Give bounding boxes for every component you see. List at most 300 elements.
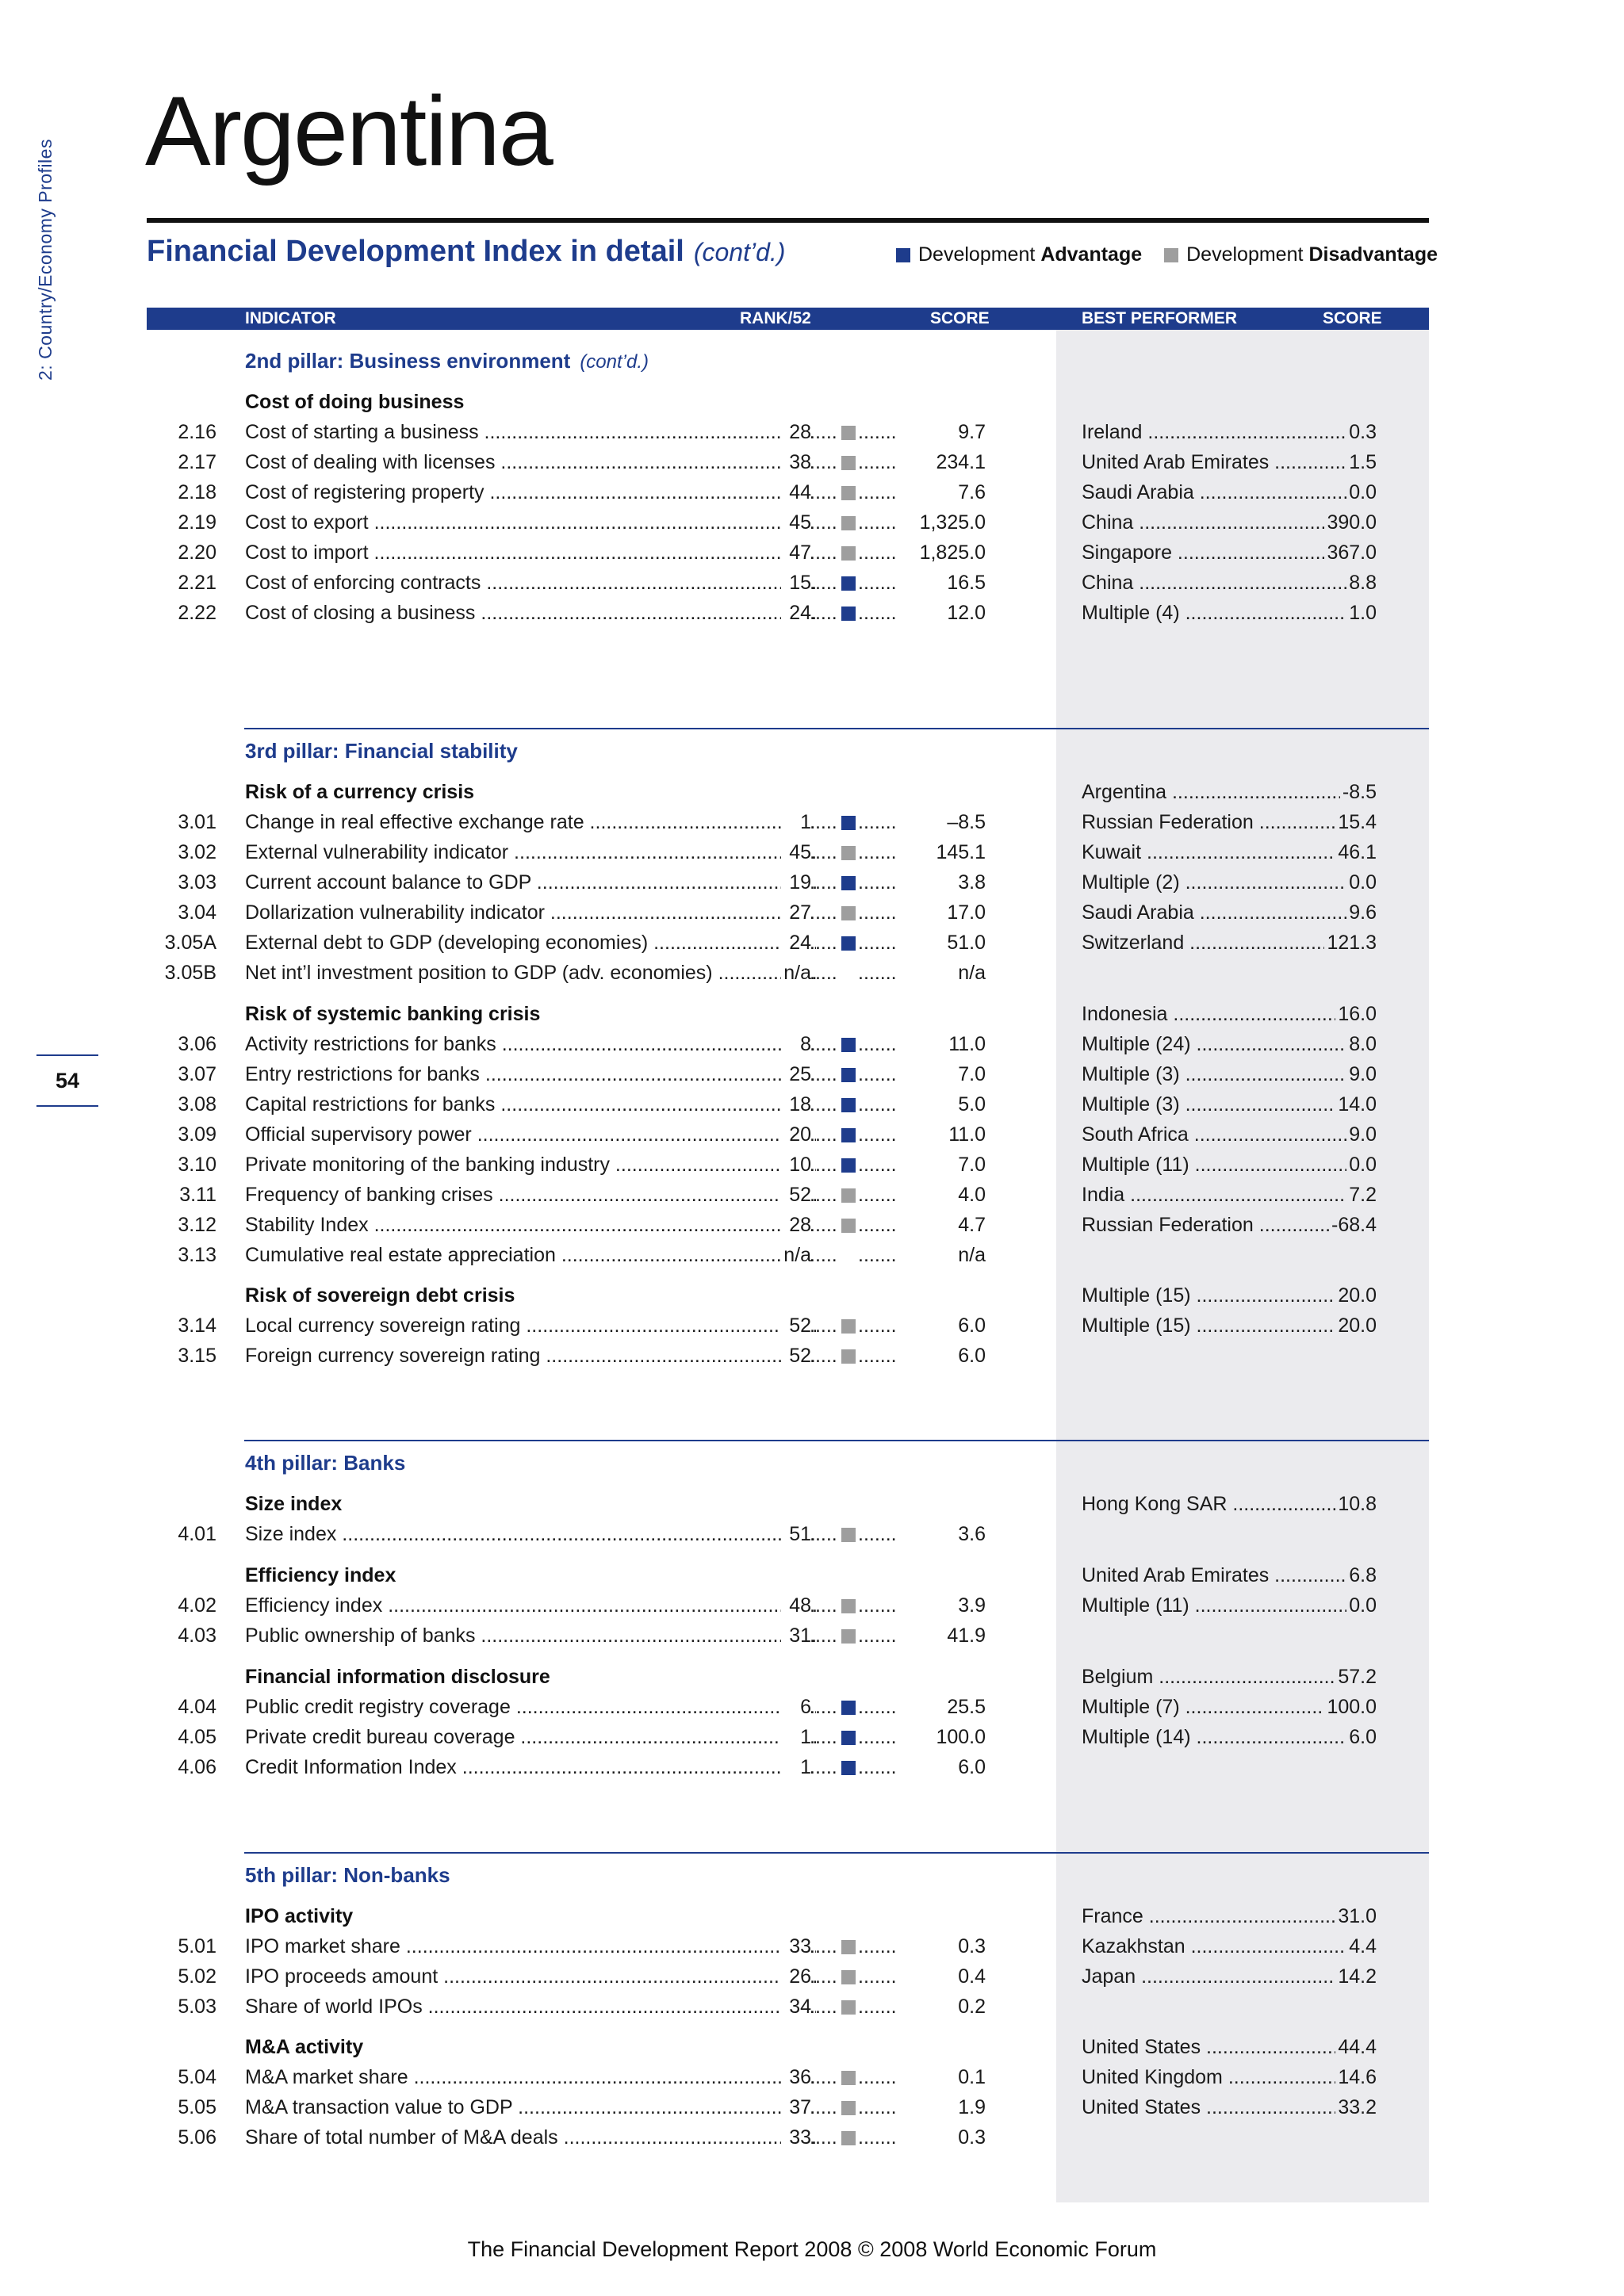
group-heading: Risk of systemic banking crisis bbox=[245, 1003, 541, 1025]
best-performer-name: Ireland ..... bbox=[1082, 421, 1377, 444]
page-footer: The Financial Development Report 2008 © 2008 World Economic Forum bbox=[467, 2237, 1157, 2261]
leader-dots bbox=[810, 1345, 839, 1368]
indicator-label: Public credit registry coverage ..... bbox=[245, 1696, 816, 1719]
indicator-label: Size index ..... bbox=[245, 1523, 816, 1546]
best-performer-row bbox=[1082, 1935, 1377, 1965]
best-performer-name: Hong Kong SAR ..... bbox=[1082, 1493, 1377, 1516]
best-performer-row bbox=[1082, 781, 1377, 811]
leader-dots bbox=[810, 1756, 839, 1779]
best-performer-row bbox=[1082, 901, 1377, 932]
best-performer-row bbox=[1082, 1905, 1377, 1935]
leader-dots bbox=[810, 2126, 839, 2149]
indicator-rank: 48 bbox=[781, 1594, 811, 1617]
indicator-score: 6.0 bbox=[896, 1314, 986, 1337]
best-performer-score: 390.0 bbox=[1324, 511, 1377, 534]
advantage-square-icon bbox=[841, 816, 856, 830]
best-performer-name: Switzerland ..... bbox=[1082, 932, 1377, 955]
indicator-label: Public ownership of banks ..... bbox=[245, 1624, 816, 1647]
best-performer-name: United Arab Emirates ..... bbox=[1082, 1564, 1377, 1587]
indicator-number: 4.01 bbox=[178, 1523, 216, 1545]
best-performer-name: Singapore ..... bbox=[1082, 541, 1377, 564]
best-performer-row bbox=[1082, 871, 1377, 901]
leader-dots bbox=[810, 1523, 839, 1546]
table-row bbox=[0, 1123, 1624, 1154]
pillar-heading: 5th pillar: Non-banks bbox=[245, 1863, 450, 1887]
table-row bbox=[0, 841, 1624, 871]
best-performer-row bbox=[1082, 421, 1377, 451]
indicator-number: 2.19 bbox=[178, 511, 216, 534]
indicator-score: 11.0 bbox=[896, 1033, 986, 1056]
indicator-label: Cost of registering property ..... bbox=[245, 481, 816, 504]
indicator-score: 11.0 bbox=[896, 1123, 986, 1146]
best-performer-name: Multiple (2) ..... bbox=[1082, 871, 1377, 894]
leader-dots bbox=[810, 1184, 839, 1207]
best-performer-row bbox=[1082, 1123, 1377, 1154]
indicator-score: n/a bbox=[896, 962, 986, 985]
best-performer-name: Multiple (11) ..... bbox=[1082, 1594, 1377, 1617]
best-performer-row bbox=[1082, 1696, 1377, 1726]
indicator-label: Cost to import ..... bbox=[245, 541, 816, 564]
indicator-label: Frequency of banking crises ..... bbox=[245, 1184, 816, 1207]
pillar-separator bbox=[244, 728, 1429, 729]
table-row bbox=[0, 1996, 1624, 2026]
best-performer-name: India ..... bbox=[1082, 1184, 1377, 1207]
best-performer-row bbox=[1082, 1314, 1377, 1345]
best-performer-row bbox=[1082, 1965, 1377, 1996]
leader-dots bbox=[810, 481, 839, 504]
group-heading: Efficiency index bbox=[245, 1564, 396, 1586]
indicator-rank: 6 bbox=[781, 1696, 811, 1719]
indicator-score: 3.9 bbox=[896, 1594, 986, 1617]
best-performer-name: Multiple (4) ..... bbox=[1082, 602, 1377, 625]
indicator-label: Cost of starting a business ..... bbox=[245, 421, 816, 444]
table-row bbox=[0, 1063, 1624, 1093]
group-heading: Risk of sovereign debt crisis bbox=[245, 1284, 515, 1307]
best-performer-row bbox=[1082, 932, 1377, 962]
group-heading: Cost of doing business bbox=[245, 391, 465, 413]
header-bp-score: SCORE bbox=[1323, 309, 1382, 327]
indicator-number: 3.01 bbox=[178, 811, 216, 833]
best-performer-score: -68.4 bbox=[1329, 1214, 1377, 1237]
best-performer-name: China ..... bbox=[1082, 572, 1377, 595]
best-performer-name: Multiple (11) ..... bbox=[1082, 1154, 1377, 1177]
table-row bbox=[0, 451, 1624, 481]
leader-dots bbox=[810, 1996, 839, 2019]
indicator-number: 5.01 bbox=[178, 1935, 216, 1957]
indicator-score: 6.0 bbox=[896, 1345, 986, 1368]
best-performer-name: United States ..... bbox=[1082, 2096, 1377, 2119]
leader-dots bbox=[810, 602, 839, 625]
table-row bbox=[0, 2066, 1624, 2096]
disadvantage-square-icon bbox=[841, 426, 856, 440]
indicator-number: 5.06 bbox=[178, 2126, 216, 2149]
best-performer-score: 0.0 bbox=[1346, 871, 1377, 894]
best-performer-score: 9.0 bbox=[1346, 1063, 1377, 1086]
leader-dots bbox=[810, 451, 839, 474]
best-performer-score: 4.4 bbox=[1346, 1935, 1377, 1958]
best-performer-score: 7.2 bbox=[1346, 1184, 1377, 1207]
leader-dots bbox=[810, 1726, 839, 1749]
indicator-score: 0.4 bbox=[896, 1965, 986, 1988]
best-performer-row bbox=[1082, 1184, 1377, 1214]
disadvantage-square-icon bbox=[841, 1349, 856, 1364]
best-performer-row bbox=[1082, 1284, 1377, 1314]
indicator-score: 100.0 bbox=[896, 1726, 986, 1749]
best-performer-name: Multiple (24) ..... bbox=[1082, 1033, 1377, 1056]
indicator-number: 4.03 bbox=[178, 1624, 216, 1647]
indicator-number: 5.02 bbox=[178, 1965, 216, 1988]
disadvantage-square-icon bbox=[841, 906, 856, 920]
indicator-score: 0.3 bbox=[896, 1935, 986, 1958]
group-heading: Risk of a currency crisis bbox=[245, 781, 475, 803]
best-performer-row bbox=[1082, 1726, 1377, 1756]
indicator-rank: 8 bbox=[781, 1033, 811, 1056]
table-row bbox=[0, 1154, 1624, 1184]
indicator-score: 4.0 bbox=[896, 1184, 986, 1207]
best-performer-row bbox=[1082, 481, 1377, 511]
best-performer-row bbox=[1082, 811, 1377, 841]
indicator-score: 12.0 bbox=[896, 602, 986, 625]
best-performer-score: 1.5 bbox=[1346, 451, 1377, 474]
indicator-score: 1,825.0 bbox=[896, 541, 986, 564]
indicator-number: 3.02 bbox=[178, 841, 216, 863]
leader-dots bbox=[810, 841, 839, 864]
advantage-square-icon bbox=[841, 1731, 856, 1745]
indicator-number: 2.16 bbox=[178, 421, 216, 443]
advantage-square-icon bbox=[841, 1068, 856, 1082]
best-performer-row bbox=[1082, 1594, 1377, 1624]
indicator-score: –8.5 bbox=[896, 811, 986, 834]
indicator-score: 17.0 bbox=[896, 901, 986, 924]
best-performer-name: Multiple (15) ..... bbox=[1082, 1284, 1377, 1307]
table-row bbox=[0, 1696, 1624, 1726]
indicator-number: 3.07 bbox=[178, 1063, 216, 1085]
best-performer-row bbox=[1082, 1154, 1377, 1184]
indicator-rank: 10 bbox=[781, 1154, 811, 1177]
advantage-square-icon bbox=[841, 1038, 856, 1052]
best-performer-name: Indonesia ..... bbox=[1082, 1003, 1377, 1026]
best-performer-name: Multiple (3) ..... bbox=[1082, 1063, 1377, 1086]
best-performer-score: 46.1 bbox=[1335, 841, 1377, 864]
table-row bbox=[0, 1965, 1624, 1996]
best-performer-score: 0.3 bbox=[1346, 421, 1377, 444]
best-performer-name: Belgium ..... bbox=[1082, 1666, 1377, 1689]
leader-dots bbox=[810, 1123, 839, 1146]
leader-dots bbox=[810, 1154, 839, 1177]
group-heading: Financial information disclosure bbox=[245, 1666, 550, 1688]
table-row bbox=[0, 1345, 1624, 1375]
advantage-square-icon bbox=[841, 576, 856, 591]
indicator-number: 3.08 bbox=[178, 1093, 216, 1115]
best-performer-row bbox=[1082, 1063, 1377, 1093]
group-heading: M&A activity bbox=[245, 2036, 364, 2058]
indicator-score: 5.0 bbox=[896, 1093, 986, 1116]
indicator-number: 3.11 bbox=[179, 1184, 216, 1206]
indicator-score: 51.0 bbox=[896, 932, 986, 955]
best-performer-score: 57.2 bbox=[1335, 1666, 1377, 1689]
indicator-label: Private credit bureau coverage ..... bbox=[245, 1726, 816, 1749]
section-side-label: 2: Country/Economy Profiles bbox=[35, 139, 56, 381]
leader-dots bbox=[810, 2096, 839, 2119]
best-performer-name: Argentina ..... bbox=[1082, 781, 1377, 804]
indicator-rank: 33 bbox=[781, 1935, 811, 1958]
group-heading: Size index bbox=[245, 1493, 343, 1515]
leader-dots bbox=[810, 1314, 839, 1337]
indicator-label: Local currency sovereign rating ..... bbox=[245, 1314, 816, 1337]
best-performer-name: Multiple (7) ..... bbox=[1082, 1696, 1377, 1719]
table-row bbox=[0, 511, 1624, 541]
disadvantage-square-icon bbox=[841, 1188, 856, 1203]
pillar-heading: 4th pillar: Banks bbox=[245, 1451, 406, 1475]
indicator-rank: 20 bbox=[781, 1123, 811, 1146]
leader-dots bbox=[810, 511, 839, 534]
indicator-label: Net int’l investment position to GDP (adv. economies) ..... bbox=[245, 962, 816, 985]
indicator-score: 41.9 bbox=[896, 1624, 986, 1647]
leader-dots bbox=[810, 421, 839, 444]
best-performer-name: France ..... bbox=[1082, 1905, 1377, 1928]
leader-dots bbox=[810, 1696, 839, 1719]
best-performer-score: 1.0 bbox=[1346, 602, 1377, 625]
indicator-label: Cost of enforcing contracts ..... bbox=[245, 572, 816, 595]
advantage-square-icon bbox=[841, 1098, 856, 1112]
indicator-rank: 44 bbox=[781, 481, 811, 504]
best-performer-row bbox=[1082, 841, 1377, 871]
disadvantage-square-icon bbox=[841, 1219, 856, 1233]
disadvantage-square-icon bbox=[841, 516, 856, 530]
table-row bbox=[0, 481, 1624, 511]
best-performer-score: 6.0 bbox=[1346, 1726, 1377, 1749]
best-performer-row bbox=[1082, 2066, 1377, 2096]
best-performer-row bbox=[1082, 1564, 1377, 1594]
indicator-score: 7.0 bbox=[896, 1154, 986, 1177]
advantage-square-icon bbox=[841, 876, 856, 890]
best-performer-row bbox=[1082, 1214, 1377, 1244]
indicator-rank: 45 bbox=[781, 511, 811, 534]
indicator-rank: 26 bbox=[781, 1965, 811, 1988]
table-row bbox=[0, 962, 1624, 992]
indicator-score: 7.0 bbox=[896, 1063, 986, 1086]
leader-dots bbox=[810, 1624, 839, 1647]
best-performer-score: 20.0 bbox=[1335, 1284, 1377, 1307]
indicator-number: 2.22 bbox=[178, 602, 216, 624]
indicator-number: 4.04 bbox=[178, 1696, 216, 1718]
indicator-rank: 52 bbox=[781, 1314, 811, 1337]
indicator-rank: 19 bbox=[781, 871, 811, 894]
leader-dots bbox=[810, 541, 839, 564]
leader-dots bbox=[810, 1935, 839, 1958]
disadvantage-square-icon bbox=[841, 846, 856, 860]
indicator-rank: 25 bbox=[781, 1063, 811, 1086]
indicator-label: Entry restrictions for banks ..... bbox=[245, 1063, 816, 1086]
indicator-label: M&A market share ..... bbox=[245, 2066, 816, 2089]
best-performer-score: -8.5 bbox=[1340, 781, 1377, 804]
table-row bbox=[0, 1314, 1624, 1345]
disadvantage-square-icon bbox=[841, 546, 856, 561]
best-performer-score: 367.0 bbox=[1324, 541, 1377, 564]
indicator-score: 3.8 bbox=[896, 871, 986, 894]
advantage-square-icon bbox=[841, 1128, 856, 1142]
indicator-score: n/a bbox=[896, 1244, 986, 1267]
indicator-rank: 38 bbox=[781, 451, 811, 474]
indicator-score: 16.5 bbox=[896, 572, 986, 595]
best-performer-score: 20.0 bbox=[1335, 1314, 1377, 1337]
advantage-square-icon bbox=[841, 1701, 856, 1715]
best-performer-name: Kuwait ..... bbox=[1082, 841, 1377, 864]
best-performer-row bbox=[1082, 1003, 1377, 1033]
leader-dots bbox=[810, 1093, 839, 1116]
best-performer-name: Russian Federation ..... bbox=[1082, 1214, 1377, 1237]
disadvantage-square-icon bbox=[1164, 248, 1178, 262]
indicator-score: 145.1 bbox=[896, 841, 986, 864]
legend bbox=[896, 243, 1460, 266]
indicator-rank: 15 bbox=[781, 572, 811, 595]
indicator-score: 4.7 bbox=[896, 1214, 986, 1237]
disadvantage-square-icon bbox=[841, 1528, 856, 1542]
indicator-label: External vulnerability indicator ..... bbox=[245, 841, 816, 864]
indicator-label: M&A transaction value to GDP ..... bbox=[245, 2096, 816, 2119]
table-row bbox=[0, 932, 1624, 962]
indicator-label: Change in real effective exchange rate ..... bbox=[245, 811, 816, 834]
header-indicator: INDICATOR bbox=[245, 309, 336, 327]
disadvantage-square-icon bbox=[841, 1599, 856, 1613]
table-row bbox=[0, 572, 1624, 602]
advantage-square-icon bbox=[841, 936, 856, 951]
best-performer-score: 8.0 bbox=[1346, 1033, 1377, 1056]
leader-dots bbox=[810, 1965, 839, 1988]
best-performer-score: 8.8 bbox=[1346, 572, 1377, 595]
leader-dots bbox=[810, 2066, 839, 2089]
table-row bbox=[0, 1214, 1624, 1244]
best-performer-score: 44.4 bbox=[1335, 2036, 1377, 2059]
header-score: SCORE bbox=[930, 309, 990, 327]
best-performer-score: 100.0 bbox=[1324, 1696, 1377, 1719]
disadvantage-square-icon bbox=[841, 2000, 856, 2015]
section-subtitle: Financial Development Index in detail (cont’d.) bbox=[147, 235, 786, 268]
best-performer-name: South Africa ..... bbox=[1082, 1123, 1377, 1146]
leader-dots bbox=[810, 572, 839, 595]
best-performer-score: 16.0 bbox=[1335, 1003, 1377, 1026]
indicator-label: Official supervisory power ..... bbox=[245, 1123, 816, 1146]
indicator-rank: 28 bbox=[781, 421, 811, 444]
indicator-label: IPO market share ..... bbox=[245, 1935, 816, 1958]
indicator-label: Foreign currency sovereign rating ..... bbox=[245, 1345, 816, 1368]
advantage-square-icon bbox=[896, 248, 910, 262]
table-row bbox=[0, 1184, 1624, 1214]
best-performer-name: Multiple (3) ..... bbox=[1082, 1093, 1377, 1116]
indicator-number: 4.06 bbox=[178, 1756, 216, 1778]
best-performer-row bbox=[1082, 1033, 1377, 1063]
indicator-label: Cumulative real estate appreciation ..... bbox=[245, 1244, 816, 1267]
indicator-rank: 1 bbox=[781, 811, 811, 834]
legend-advantage: Development Advantage bbox=[896, 243, 1142, 266]
advantage-square-icon bbox=[841, 607, 856, 621]
best-performer-name: Saudi Arabia ..... bbox=[1082, 901, 1377, 924]
leader-dots bbox=[810, 1033, 839, 1056]
table-row bbox=[0, 811, 1624, 841]
indicator-score: 3.6 bbox=[896, 1523, 986, 1546]
pillar-heading: 3rd pillar: Financial stability bbox=[245, 739, 518, 763]
leader-dots bbox=[810, 1063, 839, 1086]
indicator-rank: 1 bbox=[781, 1726, 811, 1749]
advantage-square-icon bbox=[841, 1761, 856, 1775]
table-row bbox=[0, 2096, 1624, 2126]
indicator-label: IPO proceeds amount ..... bbox=[245, 1965, 816, 1988]
best-performer-row bbox=[1082, 2096, 1377, 2126]
indicator-rank: 37 bbox=[781, 2096, 811, 2119]
leader-dots bbox=[810, 901, 839, 924]
indicator-label: Current account balance to GDP ..... bbox=[245, 871, 816, 894]
best-performer-name: United Arab Emirates ..... bbox=[1082, 451, 1377, 474]
best-performer-name: Multiple (15) ..... bbox=[1082, 1314, 1377, 1337]
header-best-performer: BEST PERFORMER bbox=[1082, 309, 1238, 327]
best-performer-score: 10.8 bbox=[1335, 1493, 1377, 1516]
indicator-label: Capital restrictions for banks ..... bbox=[245, 1093, 816, 1116]
leader-dots bbox=[810, 1214, 839, 1237]
indicator-score: 1,325.0 bbox=[896, 511, 986, 534]
indicator-number: 3.12 bbox=[178, 1214, 216, 1236]
indicator-score: 0.2 bbox=[896, 1996, 986, 2019]
header-rank: RANK/52 bbox=[740, 309, 811, 327]
indicator-label: Credit Information Index ..... bbox=[245, 1756, 816, 1779]
indicator-rank: 27 bbox=[781, 901, 811, 924]
best-performer-score: 9.0 bbox=[1346, 1123, 1377, 1146]
best-performer-row bbox=[1082, 2036, 1377, 2066]
indicator-label: Stability Index ..... bbox=[245, 1214, 816, 1237]
best-performer-row bbox=[1082, 1493, 1377, 1523]
indicator-number: 2.18 bbox=[178, 481, 216, 503]
indicator-number: 5.05 bbox=[178, 2096, 216, 2118]
best-performer-score: 6.8 bbox=[1346, 1564, 1377, 1587]
indicator-label: External debt to GDP (developing economies) ..... bbox=[245, 932, 816, 955]
table-row bbox=[0, 1033, 1624, 1063]
indicator-number: 3.04 bbox=[178, 901, 216, 924]
indicator-label: Cost of closing a business ..... bbox=[245, 602, 816, 625]
leader-dots bbox=[810, 932, 839, 955]
disadvantage-square-icon bbox=[841, 456, 856, 470]
best-performer-name: Japan ..... bbox=[1082, 1965, 1377, 1988]
indicator-label: Share of world IPOs ..... bbox=[245, 1996, 816, 2019]
best-performer-name: Russian Federation ..... bbox=[1082, 811, 1377, 834]
indicator-number: 3.09 bbox=[178, 1123, 216, 1146]
table-row bbox=[0, 1594, 1624, 1624]
table-row bbox=[0, 1756, 1624, 1786]
leader-dots bbox=[810, 1244, 839, 1267]
disadvantage-square-icon bbox=[841, 2131, 856, 2145]
indicator-number: 2.17 bbox=[178, 451, 216, 473]
best-performer-row bbox=[1082, 602, 1377, 632]
indicator-rank: 47 bbox=[781, 541, 811, 564]
indicator-rank: 1 bbox=[781, 1756, 811, 1779]
indicator-score: 7.6 bbox=[896, 481, 986, 504]
table-header bbox=[147, 308, 1429, 330]
table-row bbox=[0, 1935, 1624, 1965]
indicator-rank: 33 bbox=[781, 2126, 811, 2149]
best-performer-name: Multiple (14) ..... bbox=[1082, 1726, 1377, 1749]
best-performer-name: United Kingdom ..... bbox=[1082, 2066, 1377, 2089]
disadvantage-square-icon bbox=[841, 2071, 856, 2085]
indicator-rank: 36 bbox=[781, 2066, 811, 2089]
indicator-number: 3.05A bbox=[164, 932, 216, 954]
indicator-number: 2.20 bbox=[178, 541, 216, 564]
indicator-label: Dollarization vulnerability indicator ..... bbox=[245, 901, 816, 924]
pillar-separator bbox=[244, 1440, 1429, 1441]
best-performer-name: China ..... bbox=[1082, 511, 1377, 534]
page-number: 54 bbox=[55, 1069, 80, 1093]
table-row bbox=[0, 1523, 1624, 1553]
best-performer-name: Saudi Arabia ..... bbox=[1082, 481, 1377, 504]
indicator-label: Cost of dealing with licenses ..... bbox=[245, 451, 816, 474]
table-row bbox=[0, 1624, 1624, 1655]
